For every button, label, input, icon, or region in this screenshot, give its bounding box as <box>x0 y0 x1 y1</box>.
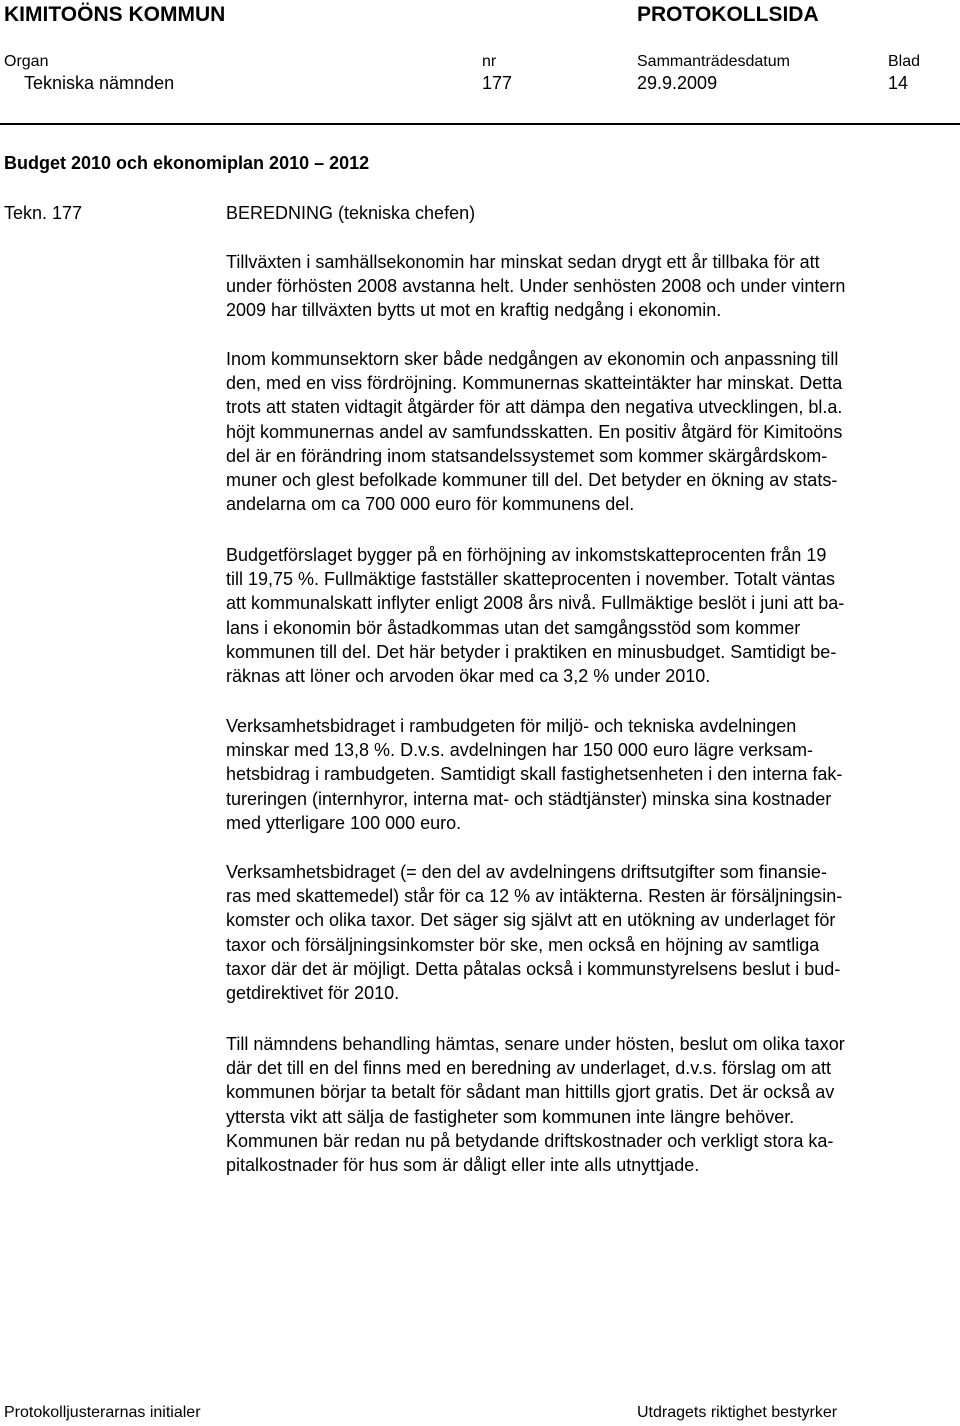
header-divider <box>0 123 960 125</box>
organ-value: Tekniska nämnden <box>24 73 175 93</box>
paragraph-line: Verksamhetsbidraget i rambudgeten för miljö- och tekniska avdelningen <box>226 716 797 736</box>
paragraph-line: kommunen börjar ta betalt för sådant man hittills gjort gratis. Det är också av <box>226 1082 835 1103</box>
paragraph-line: taxor där det är möjligt. Detta påtalas också i kommunstyrelsens beslut i bud- <box>226 958 841 979</box>
paragraph-line: Till nämndens behandling hämtas, senare under hösten, beslut om olika taxor <box>226 1034 845 1054</box>
paragraph-line: Budgetförslaget bygger på en förhöjning av inkomstskatteprocenten från 19 <box>226 545 827 565</box>
paragraph-line: getdirektivet för 2010. <box>226 983 400 1004</box>
date-label: Sammanträdesdatum <box>637 53 790 70</box>
paragraph-line: den, med en viss fördröjning. Kommunernas skatteintäkter har minskat. Detta <box>226 373 843 394</box>
paragraph-line: under förhösten 2008 avstanna helt. Under senhösten 2008 och under vintern <box>226 276 846 297</box>
paragraph-line: muner och glest befolkade kommuner till del. Det betyder en ökning av stats- <box>226 470 838 491</box>
paragraph-line: med ytterligare 100 000 euro. <box>226 812 462 833</box>
paragraph-3 <box>226 543 960 688</box>
paragraph-5 <box>226 860 960 1005</box>
paragraph-line: ras med skattemedel) står för ca 12 % av intäkterna. Resten är försäljningsin- <box>226 886 843 907</box>
page-value: 14 <box>888 73 909 93</box>
paragraph-4 <box>226 714 960 835</box>
paragraph-line: hetsbidrag i rambudgeten. Samtidigt skall fastighetsenheten i den interna fak- <box>226 764 843 785</box>
paragraph-line: tureringen (internhyror, interna mat- och städtjänster) minska sina kostnader <box>226 788 832 809</box>
preparation-heading: BEREDNING (tekniska chefen) <box>226 203 476 223</box>
paragraph-line: 2009 har tillväxten bytts ut mot en kraftig nedgång i ekonomin. <box>226 300 722 321</box>
paragraph-line: Verksamhetsbidraget (= den del av avdelningens driftsutgifter som finansie- <box>226 862 827 882</box>
paragraph-line: komster och olika taxor. Det säger sig självt att en utökning av underlaget för <box>226 910 836 931</box>
organ-label: Organ <box>4 53 49 70</box>
paragraph-line: trots att staten vidtagit åtgärder för att dämpa den negativa utvecklingen, bl.a. <box>226 397 843 418</box>
date-value: 29.9.2009 <box>637 73 718 93</box>
paragraph-line: minskar med 13,8 %. D.v.s. avdelningen har 150 000 euro lägre verksam- <box>226 740 813 761</box>
paragraph-line: kommunen till del. Det här betyder i praktiken en minusbudget. Samtidigt be- <box>226 641 837 662</box>
paragraph-1 <box>226 250 960 323</box>
paragraph-2 <box>226 347 960 516</box>
footer-certification-label: Utdragets riktighet bestyrker <box>637 1404 838 1421</box>
paragraph-line: att kommunalskatt inflyter enligt 2008 års nivå. Fullmäktige beslöt i juni att ba- <box>226 593 845 614</box>
paragraph-line: lans i ekonomin bör åstadkommas utan det samgångsstöd som kommer <box>226 617 801 638</box>
nr-value: 177 <box>482 73 513 93</box>
paragraph-line: till 19,75 %. Fullmäktige fastställer skatteprocenten i november. Totalt väntas <box>226 569 835 590</box>
paragraph-line: Inom kommunsektorn sker både nedgången av ekonomin och anpassning till <box>226 349 839 369</box>
paragraph-line: där det till en del finns med en beredning av underlaget, d.v.s. förslag om att <box>226 1058 832 1079</box>
paragraph-6 <box>226 1032 960 1177</box>
paragraph-line: räknas att löner och arvoden ökar med ca 3,2 % under 2010. <box>226 666 711 687</box>
paragraph-line: pitalkostnader för hus som är dåligt eller inte alls utnyttjade. <box>226 1155 700 1176</box>
paragraph-line: Tillväxten i samhällsekonomin har minskat sedan drygt ett år tillbaka för att <box>226 252 820 272</box>
paragraph-line: taxor och försäljningsinkomster bör ske, men också en höjning av samtliga <box>226 934 820 955</box>
paragraph-line: yttersta vikt att sälja de fastigheter som kommunen inte längre behöver. <box>226 1106 795 1127</box>
page-label: Blad <box>888 53 921 70</box>
section-title: Budget 2010 och ekonomiplan 2010 – 2012 <box>4 153 370 173</box>
municipality-name: KIMITOÖNS KOMMUN <box>4 3 226 26</box>
footer-initials-label: Protokolljusterarnas initialer <box>4 1404 201 1421</box>
paragraph-line: höjt kommunernas andel av samfundsskatten. En positiv åtgärd för Kimitoöns <box>226 421 843 442</box>
nr-label: nr <box>482 53 497 70</box>
document-type: PROTOKOLLSIDA <box>637 3 819 26</box>
paragraph-line: del är en förändring inom statsandelssystemet som kommer skärgårdskom- <box>226 445 828 466</box>
paragraph-line: andelarna om ca 700 000 euro för kommunens del. <box>226 494 635 515</box>
case-reference: Tekn. 177 <box>4 203 83 223</box>
paragraph-line: Kommunen bär redan nu på betydande driftskostnader och verkligt stora ka- <box>226 1130 834 1151</box>
